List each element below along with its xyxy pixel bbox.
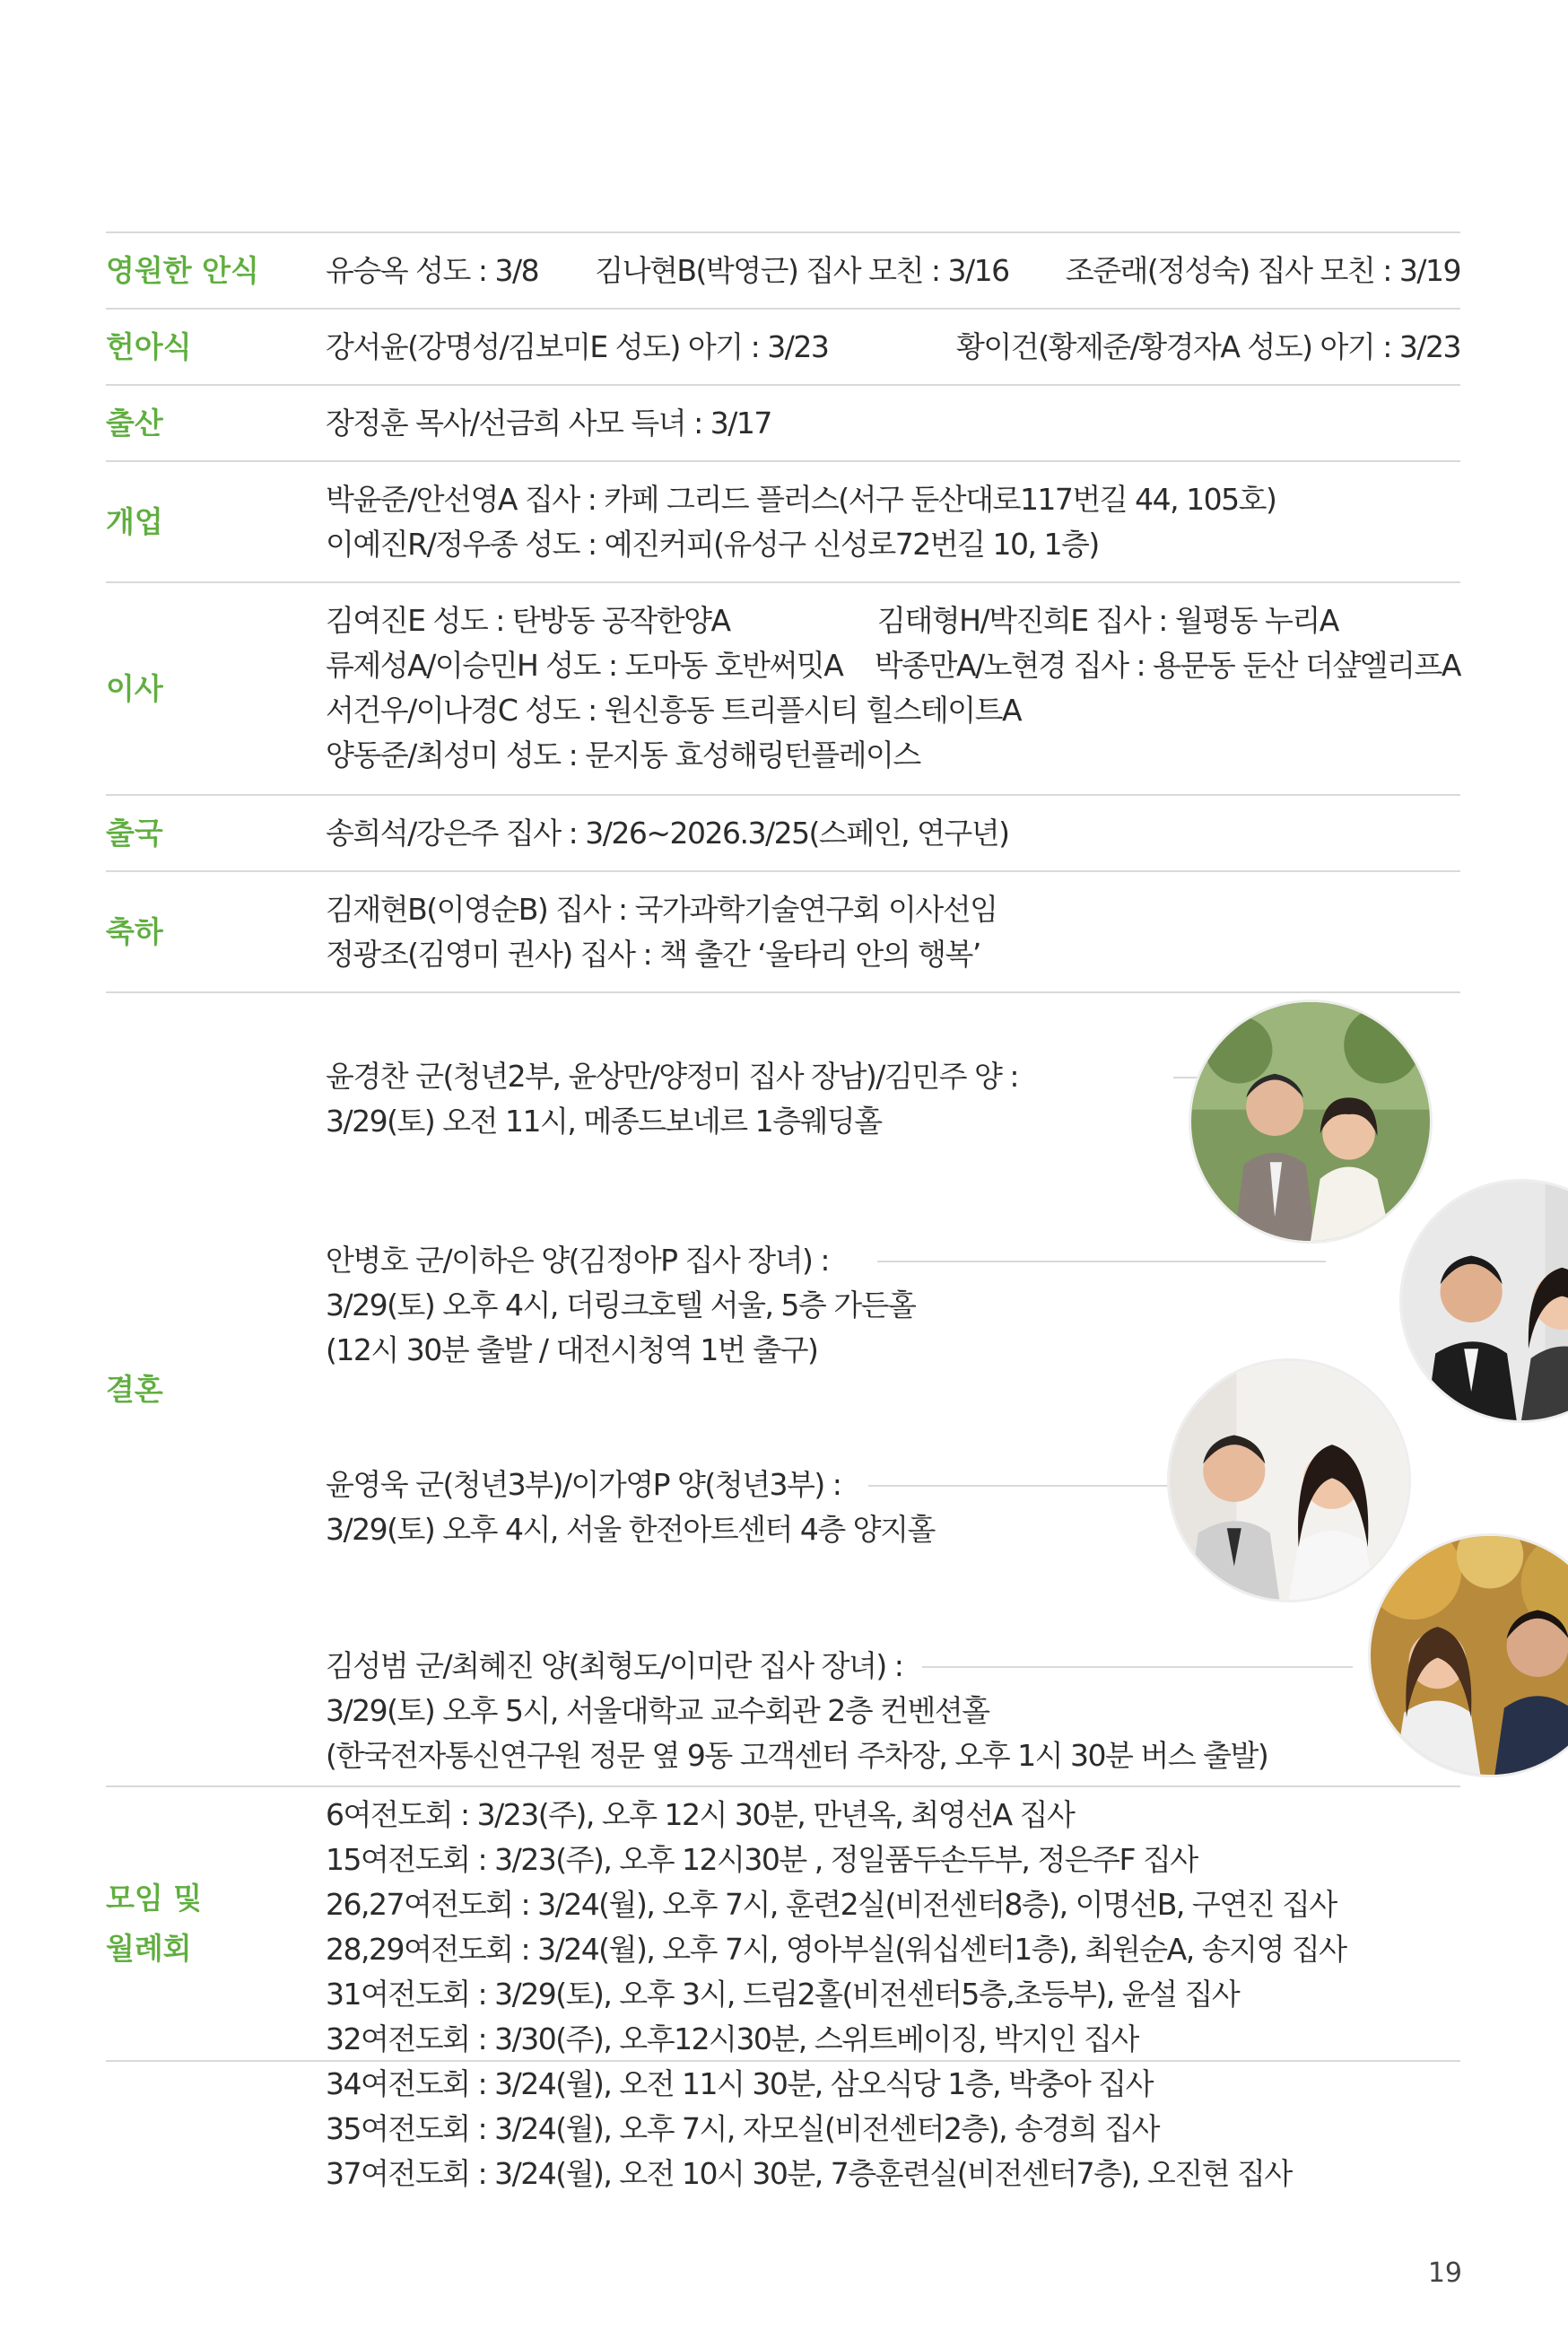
congrats-item: 김재현B(이영순B) 집사 : 국가과학기술연구회 이사선임 bbox=[326, 892, 997, 927]
condolence-item: 조준래(정성숙) 집사 모친 : 3/19 bbox=[1065, 252, 1460, 288]
wedding-line: (12시 30분 출발 / 대전시청역 1번 출구) bbox=[326, 1332, 818, 1367]
wedding-entry bbox=[326, 1238, 915, 1373]
couple-photo-4-image bbox=[1371, 1536, 1568, 1775]
wedding-entry bbox=[326, 1462, 935, 1552]
birth-item: 장정훈 목사/선금희 사모 득녀 : 3/17 bbox=[326, 405, 771, 441]
moving-item: 양동준/최성미 성도 : 문지동 효성해링턴플레이스 bbox=[326, 738, 920, 773]
wedding-line: 윤영욱 군(청년3부)/이가영P 양(청년3부) : bbox=[326, 1467, 841, 1502]
wedding-line: 3/29(토) 오후 4시, 더링크호텔 서울, 5층 가든홀 bbox=[326, 1288, 916, 1323]
meeting-item: 28,29여전도회 : 3/24(월), 오후 7시, 영아부실(워십센터1층), 최원순A, 송지영 집사 bbox=[326, 1932, 1346, 1967]
row-label-opening: 개업 bbox=[106, 503, 163, 539]
wedding-line: 3/29(토) 오전 11시, 메종드보네르 1층웨딩홀 bbox=[326, 1104, 882, 1139]
family-news-table bbox=[106, 231, 1460, 2191]
departure-item: 송희석/강은주 집사 : 3/26~2026.3/25(스페인, 연구년) bbox=[326, 815, 1009, 851]
couple-photo-1-image bbox=[1191, 1002, 1430, 1241]
couple-photo-2 bbox=[1399, 1179, 1568, 1423]
meeting-item: 15여전도회 : 3/23(주), 오후 12시30분 , 정일품두손두부, 정은주F 집사 bbox=[326, 1842, 1198, 1877]
row-label-birth: 출산 bbox=[106, 405, 163, 441]
wedding-line: 3/29(토) 오후 5시, 서울대학교 교수회관 2층 컨벤션홀 bbox=[326, 1693, 989, 1728]
meeting-item: 37여전도회 : 3/24(월), 오전 10시 30분, 7층훈련실(비전센터7층), 오진현 집사 bbox=[326, 2156, 1292, 2191]
leader-line bbox=[922, 1666, 1353, 1668]
dedication-item: 황이건(황제준/황경자A 성도) 아기 : 3/23 bbox=[955, 328, 1460, 364]
wedding-line: 윤경찬 군(청년2부, 윤상만/양정미 집사 장남)/김민주 양 : bbox=[326, 1059, 1018, 1094]
meeting-item: 34여전도회 : 3/24(월), 오전 11시 30분, 삼오식당 1층, 박충아 집사 bbox=[326, 2066, 1154, 2101]
couple-photo-2-image bbox=[1402, 1182, 1568, 1420]
wedding-line: 3/29(토) 오후 4시, 서울 한전아트센터 4층 양지홀 bbox=[326, 1512, 935, 1547]
moving-item: 김여진E 성도 : 탄방동 공작한양A bbox=[326, 603, 730, 638]
moving-item: 서건우/이나경C 성도 : 원신흥동 트리플시티 힐스테이트A bbox=[326, 693, 1022, 728]
row-label-departure: 출국 bbox=[106, 815, 163, 851]
wedding-line: 김성범 군/최혜진 양(최형도/이미란 집사 장녀) : bbox=[326, 1648, 903, 1683]
page-number: 19 bbox=[1427, 2257, 1462, 2289]
meeting-item: 35여전도회 : 3/24(월), 오후 7시, 자모실(비전센터2층), 송경희 집사 bbox=[326, 2111, 1160, 2146]
row-condolence bbox=[106, 231, 1460, 308]
condolence-item: 유승옥 성도 : 3/8 bbox=[326, 252, 539, 288]
wedding-line: 안병호 군/이하은 양(김정아P 집사 장녀) : bbox=[326, 1243, 830, 1278]
moving-item: 김태형H/박진희E 집사 : 월평동 누리A bbox=[877, 603, 1338, 638]
meeting-item: 6여전도회 : 3/23(주), 오후 12시 30분, 만년옥, 최영선A 집사 bbox=[326, 1797, 1075, 1832]
row-wedding bbox=[106, 991, 1460, 1785]
row-label-meetings-line: 모임 및 bbox=[106, 1881, 203, 1916]
row-label-condolence: 영원한 안식 bbox=[106, 252, 259, 288]
row-opening bbox=[106, 460, 1460, 581]
moving-item: 류제성A/이승민H 성도 : 도마동 호반써밋A bbox=[326, 648, 843, 683]
dedication-item: 강서윤(강명성/김보미E 성도) 아기 : 3/23 bbox=[326, 328, 829, 364]
row-label-meetings bbox=[106, 1787, 303, 2060]
condolence-item: 김나현B(박영근) 집사 모친 : 3/16 bbox=[595, 252, 1009, 288]
meeting-item: 26,27여전도회 : 3/24(월), 오후 7시, 훈련2실(비전센터8층), 이명선B, 구연진 집사 bbox=[326, 1887, 1337, 1922]
opening-item: 이예진R/정우종 성도 : 예진커피(유성구 신성로72번길 10, 1층) bbox=[326, 527, 1099, 562]
couple-photo-3 bbox=[1167, 1358, 1411, 1602]
couple-photo-4 bbox=[1368, 1533, 1568, 1777]
meeting-item: 31여전도회 : 3/29(토), 오후 3시, 드림2홀(비전센터5층,초등부), 윤설 집사 bbox=[326, 1977, 1240, 2012]
couple-photo-3-image bbox=[1170, 1361, 1408, 1600]
couple-photo-1 bbox=[1189, 1000, 1433, 1244]
row-label-meetings-line: 월례회 bbox=[106, 1931, 192, 1966]
row-label-moving: 이사 bbox=[106, 670, 163, 706]
row-moving bbox=[106, 581, 1460, 794]
row-birth bbox=[106, 384, 1460, 460]
row-label-congrats: 축하 bbox=[106, 913, 163, 949]
row-meetings bbox=[106, 1785, 1460, 2191]
moving-item: 박종만A/노현경 집사 : 용문동 둔산 더샾엘리프A bbox=[874, 648, 1460, 683]
congrats-item: 정광조(김영미 권사) 집사 : 책 출간 ‘울타리 안의 행복’ bbox=[326, 937, 980, 972]
row-dedication bbox=[106, 308, 1460, 384]
leader-line bbox=[877, 1261, 1326, 1262]
wedding-entry bbox=[326, 1644, 1267, 1778]
row-congrats bbox=[106, 870, 1460, 991]
row-departure bbox=[106, 794, 1460, 870]
wedding-entry bbox=[326, 1054, 1018, 1144]
leader-line bbox=[868, 1485, 1182, 1487]
wedding-line: (한국전자통신연구원 정문 옆 9동 고객센터 주차장, 오후 1시 30분 버스 출발) bbox=[326, 1738, 1268, 1773]
meeting-item: 32여전도회 : 3/30(주), 오후12시30분, 스위트베이징, 박지인 집사 bbox=[326, 2021, 1138, 2056]
opening-item: 박윤준/안선영A 집사 : 카페 그리드 플러스(서구 둔산대로117번길 44, 105호) bbox=[326, 482, 1276, 517]
row-label-wedding: 결혼 bbox=[106, 1371, 163, 1407]
row-label-dedication: 헌아식 bbox=[106, 328, 192, 364]
